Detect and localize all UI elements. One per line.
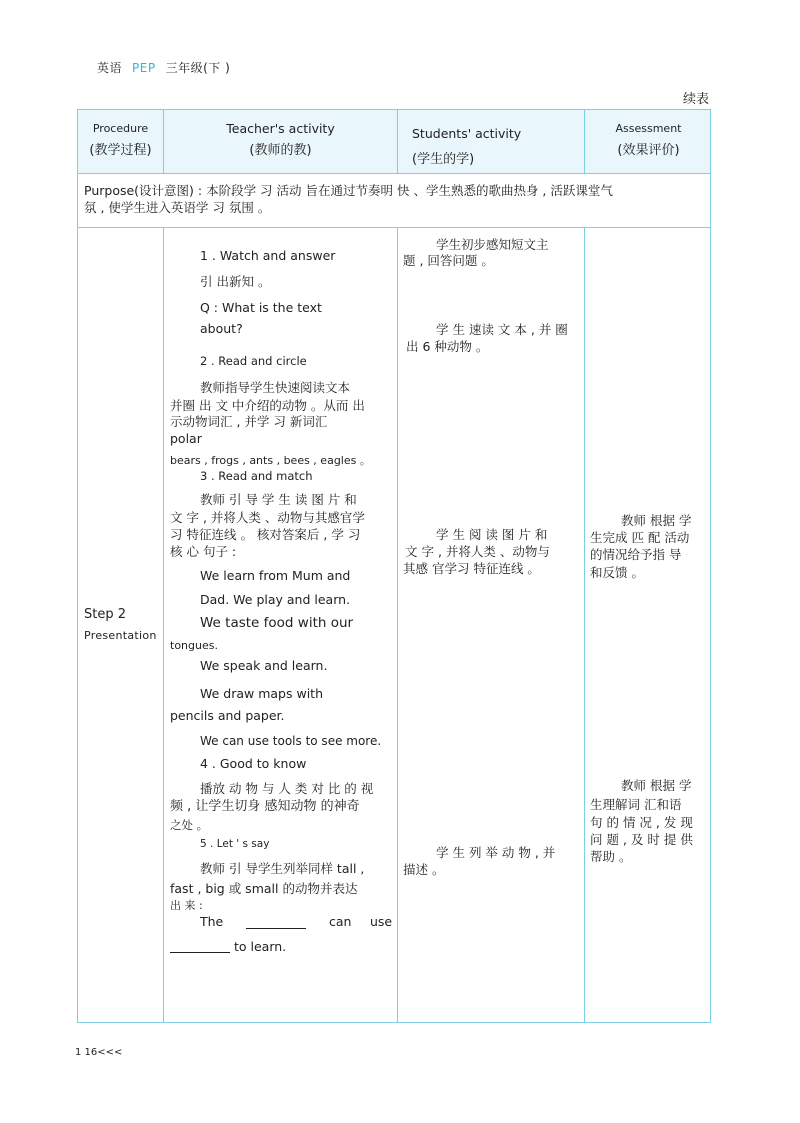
blank-line bbox=[170, 940, 230, 953]
teacher-line: We draw maps with bbox=[200, 686, 323, 701]
fill-blank-sentence bbox=[200, 913, 223, 930]
teacher-line: 之处 。 bbox=[170, 818, 209, 832]
students-header-cn: (学生的学) bbox=[412, 152, 475, 167]
teacher-line: 习 特征连线 。 核对答案后 , 学 习 bbox=[170, 527, 361, 542]
teacher-line: 示动物词汇 , 并学 习 新词汇 bbox=[170, 414, 328, 429]
teacher-line: We learn from Mum and bbox=[200, 568, 351, 583]
teacher-line: Q : What is the text bbox=[200, 300, 322, 315]
purpose-text bbox=[84, 182, 704, 216]
teacher-line: 3 . Read and match bbox=[200, 469, 313, 483]
assessment-line: 的情况给予指 导 bbox=[590, 547, 682, 562]
student-line: 题 , 回答问题 。 bbox=[403, 253, 494, 268]
teacher-line: tongues. bbox=[170, 639, 218, 652]
teacher-line: 并圈 出 文 中介绍的动物 。从而 出 bbox=[170, 398, 365, 413]
teacher-line: Dad. We play and learn. bbox=[200, 592, 351, 607]
assessment-line: 和反馈 。 bbox=[590, 565, 644, 580]
page-number: 1 16<<< bbox=[75, 1047, 123, 1058]
teacher-line: 引 出新知 。 bbox=[200, 274, 271, 289]
subject-label: 英语 bbox=[97, 61, 123, 75]
student-line: 学 生 阅 读 图 片 和 bbox=[436, 527, 548, 542]
edition-label: PEP bbox=[132, 61, 156, 75]
student-line: 学 生 列 举 动 物 , 并 bbox=[436, 845, 556, 860]
procedure-header-cn: (教学过程) bbox=[89, 143, 152, 158]
assessment-line: 生完成 匹 配 活动 bbox=[590, 530, 690, 545]
assessment-line: 教师 根据 学 bbox=[621, 513, 692, 528]
blank-can: can bbox=[329, 914, 352, 929]
step-label: Step 2 bbox=[84, 607, 127, 622]
teacher-line: 出 来 : bbox=[170, 899, 203, 912]
student-line: 文 字 , 并将人类 、动物与 bbox=[405, 544, 550, 559]
teacher-line: bears , frogs , ants , bees , eagles 。 bbox=[170, 454, 371, 467]
student-line: 其感 官学习 特征连线 。 bbox=[403, 561, 540, 576]
teacher-line: 教师 引 导学生列举同样 tall , bbox=[200, 861, 365, 876]
grade-label: 三年级(下 ) bbox=[165, 61, 231, 75]
procedure-header-en: Procedure bbox=[92, 122, 149, 135]
student-line: 出 6 种动物 。 bbox=[406, 339, 489, 354]
teacher-line: 5 . Let ' s say bbox=[200, 838, 270, 850]
assessment-line: 教师 根据 学 bbox=[621, 778, 692, 793]
students-header bbox=[398, 121, 584, 173]
assessment-line: 句 的 情 况 , 发 现 bbox=[590, 815, 693, 830]
teacher-header bbox=[164, 118, 397, 162]
student-line: 学 生 速读 文 本 , 并 圈 bbox=[436, 322, 568, 337]
assessment-line: 帮助 。 bbox=[590, 849, 632, 864]
purpose-line-1: Purpose(设计意图) : 本阶段学 习 活动 旨在通过节奏明 快 、学生熟悉的歌曲热身 , 活跃课堂气 bbox=[84, 183, 613, 198]
blank-the: The bbox=[200, 914, 224, 929]
teacher-line: polar bbox=[170, 431, 202, 446]
assessment-header bbox=[585, 118, 712, 162]
assessment-header-cn: (效果评价) bbox=[617, 143, 680, 158]
teacher-line: We can use tools to see more. bbox=[200, 734, 382, 748]
lesson-table bbox=[77, 109, 711, 1023]
procedure-header bbox=[78, 118, 163, 162]
students-header-en: Students' activity bbox=[412, 126, 522, 141]
teacher-line: 频 , 让学生切身 感知动物 的神奇 bbox=[170, 799, 360, 814]
teacher-line: 文 字 , 并将人类 、动物与其感官学 bbox=[170, 510, 365, 525]
teacher-line: pencils and paper. bbox=[170, 708, 285, 723]
teacher-line: We taste food with our bbox=[200, 615, 354, 631]
assessment-header-en: Assessment bbox=[615, 122, 682, 135]
assessment-line: 问 题 , 及 时 提 供 bbox=[590, 832, 693, 847]
blank-to-learn: to learn. bbox=[234, 939, 287, 954]
student-line: 学生初步感知短文主 bbox=[436, 237, 549, 252]
teacher-line: 4 . Good to know bbox=[200, 756, 307, 771]
blank-use: use bbox=[370, 914, 393, 929]
teacher-line: 播放 动 物 与 人 类 对 比 的 视 bbox=[200, 781, 374, 796]
teacher-header-cn: (教师的教) bbox=[249, 143, 312, 158]
teacher-line: We speak and learn. bbox=[200, 658, 328, 673]
step-sublabel: Presentation bbox=[84, 629, 157, 642]
teacher-line: about? bbox=[200, 321, 243, 336]
teacher-line: fast , big 或 small 的动物并表达 bbox=[170, 881, 358, 896]
teacher-line: 2 . Read and circle bbox=[200, 354, 307, 368]
assessment-line: 生理解词 汇和语 bbox=[590, 797, 682, 812]
continued-label: 续表 bbox=[683, 92, 710, 107]
teacher-line: 教师指导学生快速阅读文本 bbox=[200, 380, 351, 395]
teacher-line: 教师 引 导 学 生 读 图 片 和 bbox=[200, 492, 357, 507]
teacher-line: 核 心 句子 : bbox=[170, 544, 237, 559]
purpose-line-2: 氛 , 使学生进入英语学 习 氛围 。 bbox=[84, 200, 271, 215]
teacher-header-en: Teacher's activity bbox=[226, 121, 335, 136]
student-line: 描述 。 bbox=[403, 862, 445, 877]
blank-line bbox=[246, 916, 306, 929]
teacher-line: 1 . Watch and answer bbox=[200, 248, 336, 263]
page-header bbox=[97, 59, 230, 76]
